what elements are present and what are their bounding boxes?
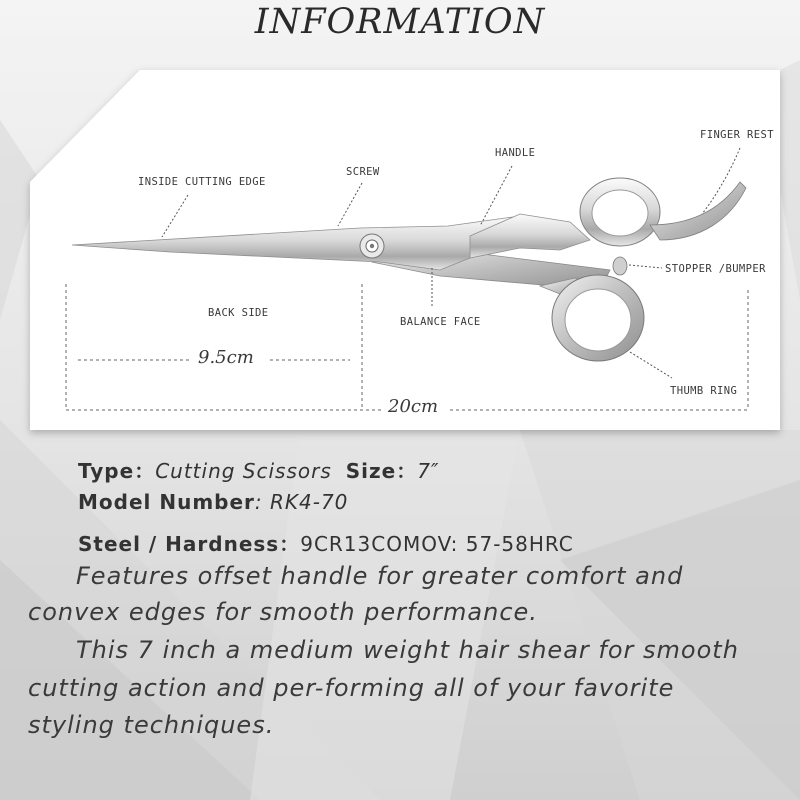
description-line-2: convex edges for smooth performance. (28, 598, 538, 626)
size-value: 7″ (417, 459, 440, 483)
label-back-side: BACK SIDE (208, 307, 269, 319)
type-label: Type： (78, 459, 156, 483)
spec-model (78, 490, 348, 514)
dimension-short: 9.5cm (198, 347, 254, 368)
label-finger-rest: FINGER REST (700, 129, 774, 141)
label-screw: SCREW (346, 166, 380, 178)
size-label: Size： (345, 459, 418, 483)
dimension-long: 20cm (388, 396, 439, 417)
label-inside-cutting-edge: INSIDE CUTTING EDGE (138, 176, 266, 188)
description-line-3: This 7 inch a medium weight hair shear for smooth (76, 636, 739, 664)
steel-value: 9CR13COMOV: 57-58HRC (300, 532, 574, 556)
steel-label: Steel / Hardness： (78, 532, 301, 556)
label-handle: HANDLE (495, 147, 536, 159)
model-label: Model Number (78, 490, 255, 514)
label-thumb-ring: THUMB RING (670, 385, 738, 397)
description-line-1: Features offset handle for greater comfort and (76, 562, 684, 590)
label-balance-face: BALANCE FACE (400, 316, 481, 328)
page-title: INFORMATION (254, 2, 546, 42)
description-line-5: styling techniques. (28, 711, 275, 739)
label-stopper-bumper: STOPPER /BUMPER (665, 263, 766, 275)
spec-type-size (78, 455, 439, 484)
type-value: Cutting Scissors (155, 459, 332, 483)
description-line-4: cutting action and per-forming all of your favorite (28, 674, 675, 702)
spec-steel (78, 528, 574, 557)
model-value: : RK4-70 (254, 490, 349, 514)
